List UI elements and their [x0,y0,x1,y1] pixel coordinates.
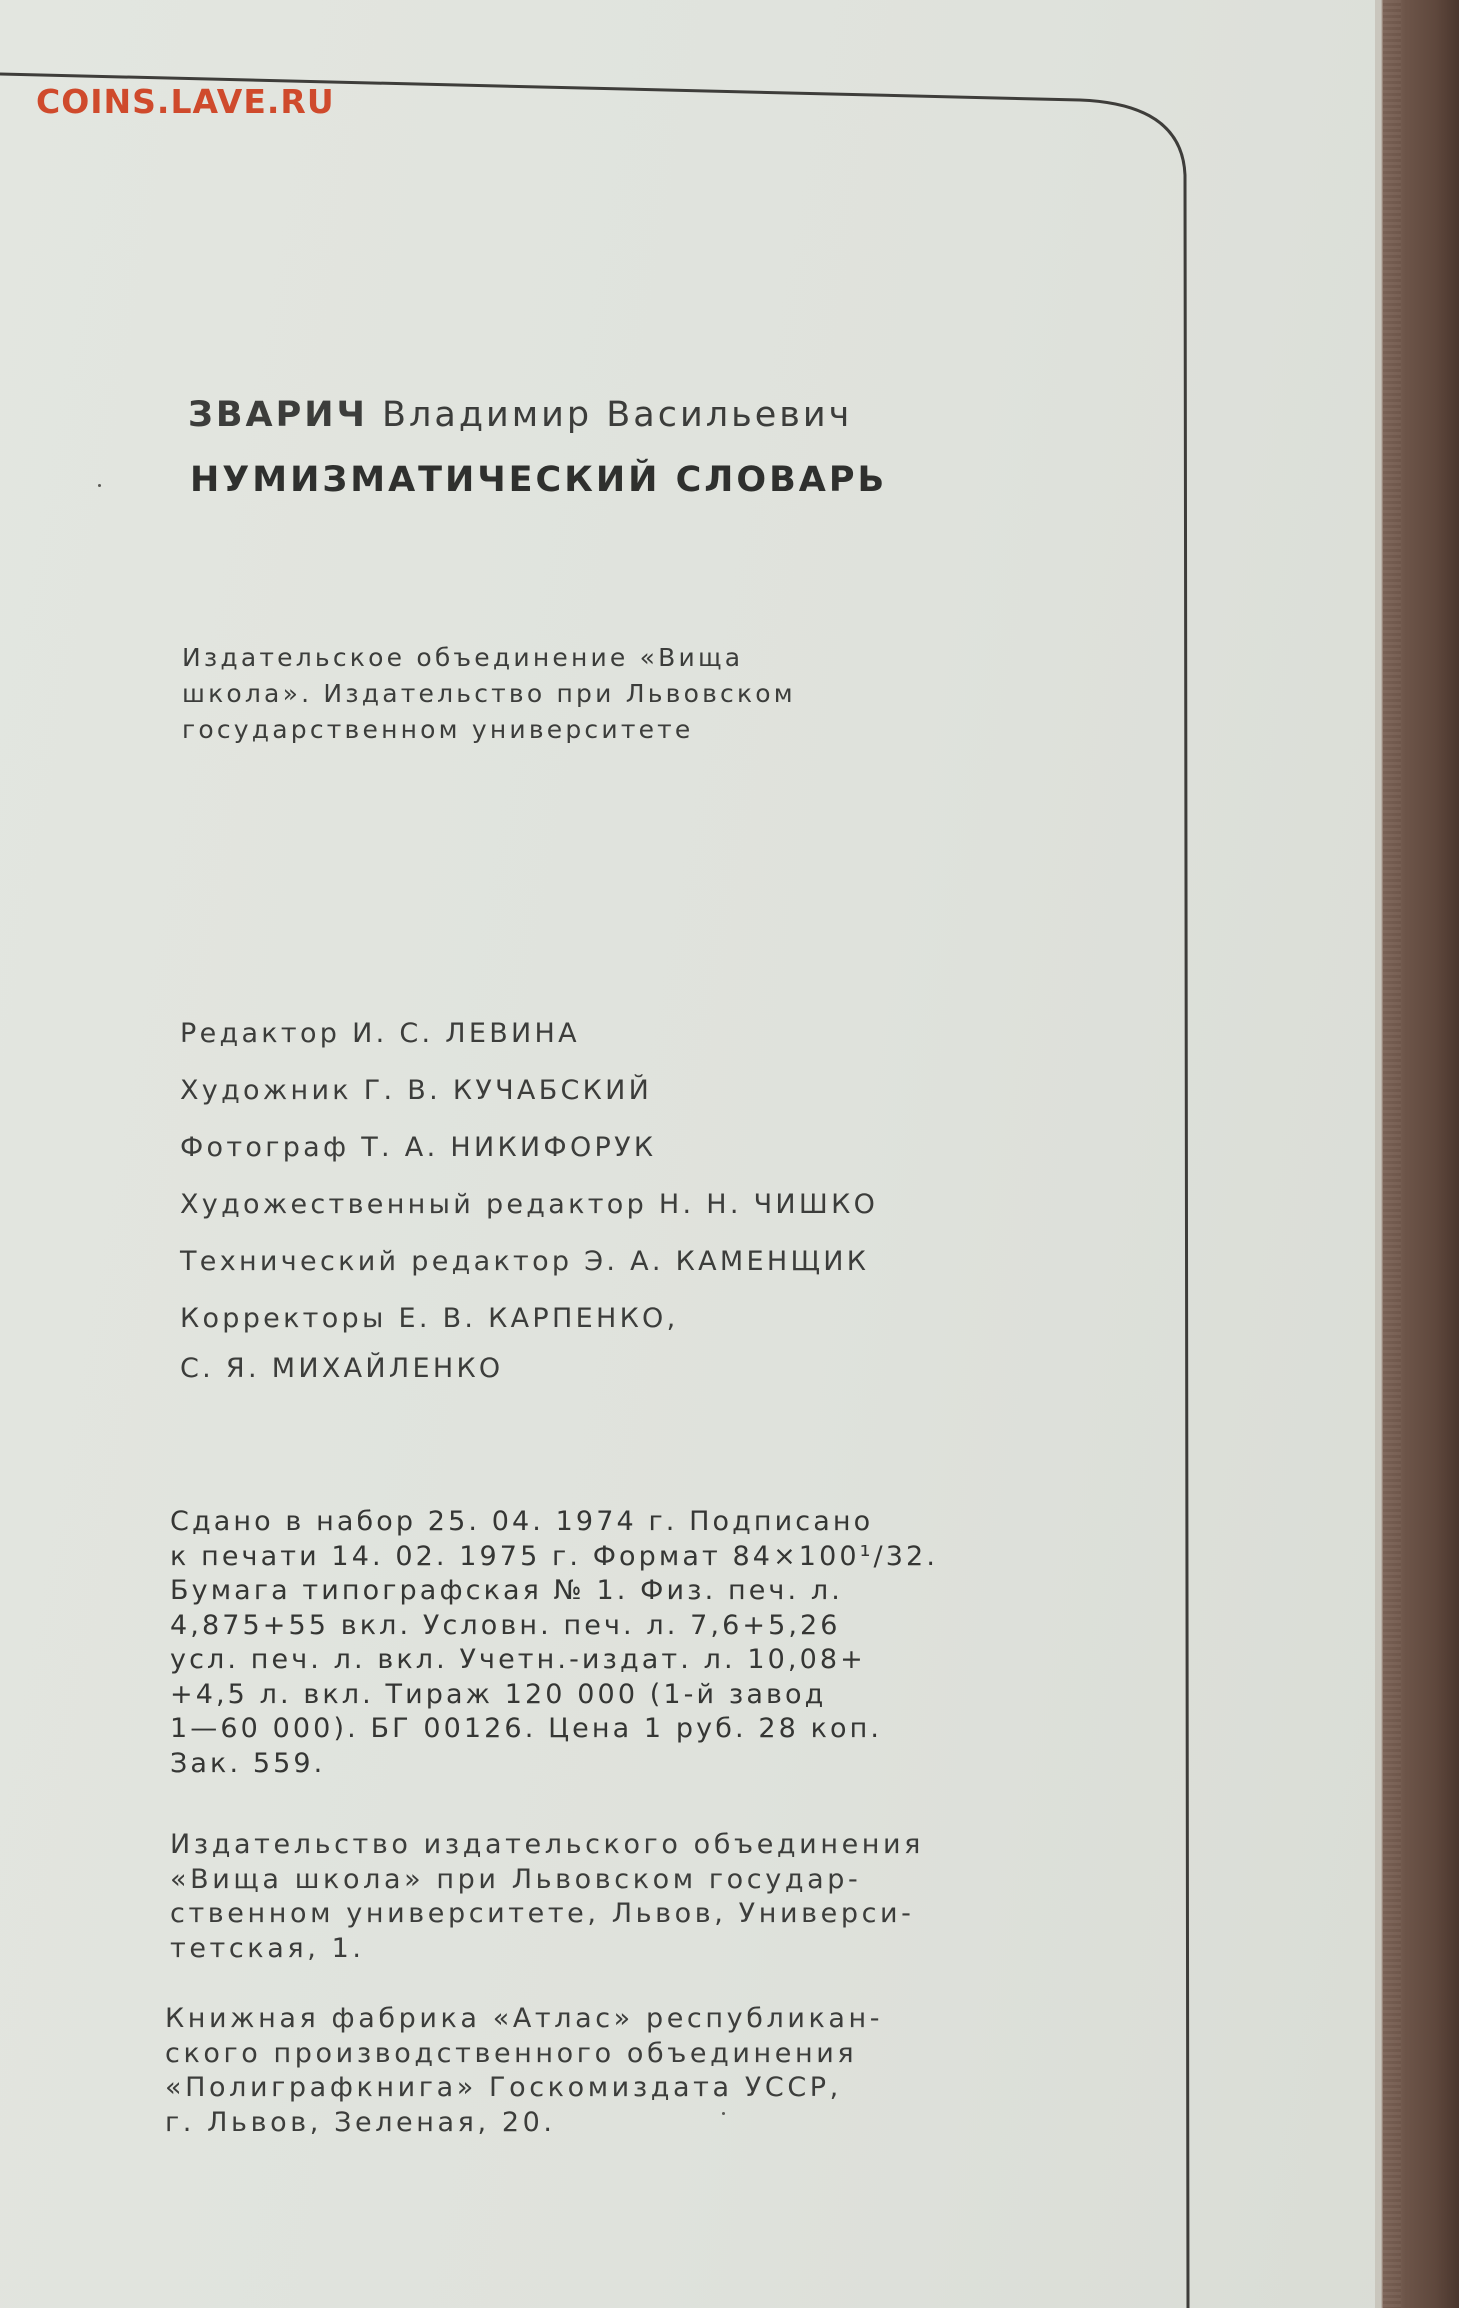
imprint-line: Сдано в набор 25. 04. 1974 г. Подписано [170,1506,874,1537]
credit-art-editor: Художественный редактор Н. Н. ЧИШКО [180,1189,879,1220]
author-given-name: Владимир Васильевич [382,395,853,435]
imprint-line: 1—60 000). БГ 00126. Цена 1 руб. 28 коп. [170,1713,883,1744]
credit-editor: Редактор И. С. ЛЕВИНА [180,1018,580,1049]
paper-speck [722,2112,725,2115]
printer-line: г. Львов, Зеленая, 20. [165,2106,556,2138]
author-name [188,395,852,435]
paper-speck [98,484,101,487]
watermark: COINS.LAVE.RU [36,82,335,121]
imprint-block [170,1505,938,1781]
printer-line: ского производственного объединения [165,2037,858,2069]
credit-proofreaders: Корректоры Е. В. КАРПЕНКО, [180,1303,679,1334]
publisher-address-line: ственном университете, Львов, Универси- [170,1898,915,1929]
publisher-info-line: государственном университете [182,715,694,744]
book-cover-spine-texture [1383,0,1401,2308]
publisher-address-line: «Вища школа» при Львовском государ- [170,1863,862,1895]
imprint-line: Зак. 559. [170,1747,326,1779]
publisher-info-line: школа». Издательство при Львовском [182,679,796,708]
printer-line: «Полиграфкнига» Госкомиздата УССР, [165,2072,842,2103]
author-surname: ЗВАРИЧ [188,395,368,435]
printer-line: Книжная фабрика «Атлас» республикан- [165,2003,884,2034]
imprint-line: к печати 14. 02. 1975 г. Формат 84×100¹/32. [170,1540,938,1572]
imprint-line: 4,875+55 вкл. Условн. печ. л. 7,6+5,26 [170,1609,841,1641]
book-title: НУМИЗМАТИЧЕСКИЙ СЛОВАРЬ [190,460,888,500]
printer-block [165,2002,883,2140]
publisher-address-line: Издательство издательского объединения [170,1829,925,1860]
imprint-line: Бумага типографская № 1. Физ. печ. л. [170,1575,843,1606]
credit-artist: Художник Г. В. КУЧАБСКИЙ [180,1075,653,1106]
credits-list [180,1005,878,1391]
credit-photographer: Фотограф Т. А. НИКИФОРУК [180,1132,657,1163]
publisher-address-block [170,1828,924,1966]
credit-technical-editor: Технический редактор Э. А. КАМЕНЩИК [180,1246,870,1277]
publisher-info-line: Издательское объединение «Вища [182,643,744,672]
imprint-line: усл. печ. л. вкл. Учетн.-издат. л. 10,08+ [170,1644,866,1675]
publisher-info [182,640,796,748]
imprint-line: +4,5 л. вкл. Тираж 120 000 (1-й завод [170,1678,827,1710]
credit-proofreaders-cont: С. Я. МИХАЙЛЕНКО [180,1353,504,1384]
publisher-address-line: тетская, 1. [170,1932,365,1964]
